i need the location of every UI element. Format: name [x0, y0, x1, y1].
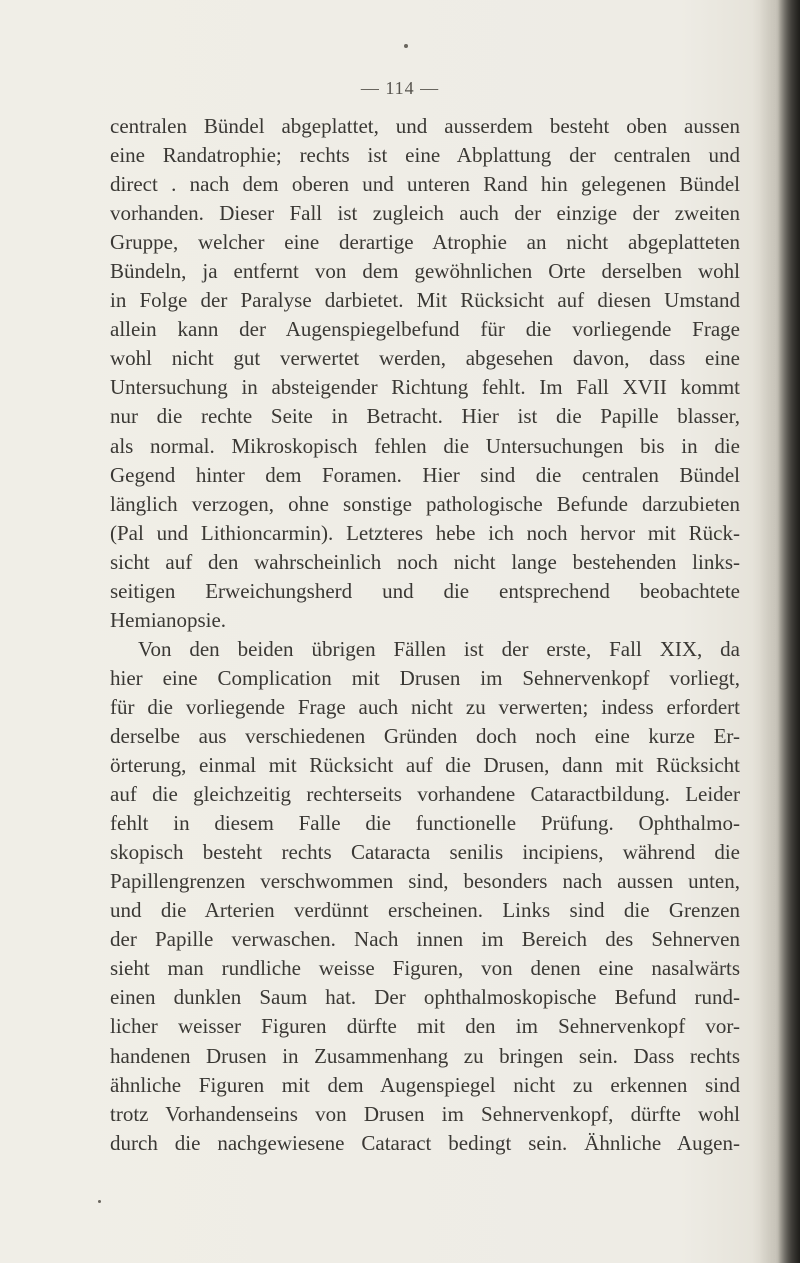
text-line: Hemianopsie.	[110, 607, 227, 632]
text-line: wohl nicht gut verwertet werden, abgesehen davon, dass eine	[110, 346, 740, 371]
text-line: für die vorliegende Frage auch nicht zu verwerten; indess erfordert	[110, 694, 740, 719]
paper-speck	[404, 44, 408, 48]
text-line: länglich verzogen, ohne sonstige pathologische Befunde darzubieten	[110, 491, 740, 516]
text-line: nur die rechte Seite in Betracht. Hier ist die Papille blasser,	[110, 404, 740, 429]
page-binding-shadow	[760, 0, 800, 1263]
text-line: Papillengrenzen verschwommen sind, besonders nach aussen unten,	[110, 869, 740, 894]
text-line: örterung, einmal mit Rücksicht auf die Drusen, dann mit Rücksicht	[110, 753, 740, 778]
text-line: centralen Bündel abgeplattet, und ausserdem besteht oben aussen	[110, 114, 740, 138]
text-line: Von den beiden übrigen Fällen ist der erste, Fall XIX, da	[138, 636, 740, 661]
text-line: eine Randatrophie; rechts ist eine Abplattung der centralen und	[110, 143, 740, 168]
page-number: — 114 —	[360, 78, 440, 98]
text-line: (Pal und Lithioncarmin). Letzteres hebe ich noch hervor mit Rück-	[110, 520, 740, 545]
text-line: allein kann der Augenspiegelbefund für die vorliegende Frage	[110, 317, 740, 342]
text-line: vorhanden. Dieser Fall ist zugleich auch der einzige der zweiten	[110, 201, 740, 226]
text-line: durch die nachgewiesene Cataract bedingt sein. Ähnliche Augen-	[110, 1130, 740, 1155]
text-line: Bündeln, ja entfernt von dem gewöhnlichen Orte derselben wohl	[110, 259, 740, 284]
text-line: Gruppe, welcher eine derartige Atrophie an nicht abgeplatteten	[110, 230, 740, 255]
text-line: hier eine Complication mit Drusen im Sehnervenkopf vorliegt,	[110, 665, 740, 690]
text-line: Gegend hinter dem Foramen. Hier sind die centralen Bündel	[110, 462, 740, 487]
text-line: derselbe aus verschiedenen Gründen doch noch eine kurze Er-	[110, 723, 740, 748]
text-line: seitigen Erweichungsherd und die entsprechend beobachtete	[110, 578, 740, 603]
text-line: trotz Vorhandenseins von Drusen im Sehnervenkopf, dürfte wohl	[110, 1101, 740, 1126]
text-line: der Papille verwaschen. Nach innen im Bereich des Sehnerven	[110, 927, 740, 952]
text-line: Untersuchung in absteigender Richtung fehlt. Im Fall XVII kommt	[110, 375, 740, 400]
text-line: licher weisser Figuren dürfte mit den im Sehnervenkopf vor-	[110, 1014, 740, 1039]
text-line: und die Arterien verdünnt erscheinen. Links sind die Grenzen	[110, 898, 740, 923]
text-line: direct . nach dem oberen und unteren Rand hin gelegenen Bündel	[110, 172, 740, 197]
text-line: sieht man rundliche weisse Figuren, von denen eine nasalwärts	[110, 956, 740, 981]
paper-speck	[98, 1200, 101, 1203]
body-text	[110, 112, 740, 1158]
text-line: ähnliche Figuren mit dem Augenspiegel nicht zu erkennen sind	[110, 1072, 740, 1097]
text-line: einen dunklen Saum hat. Der ophthalmoskopische Befund rund-	[110, 985, 740, 1010]
text-line: als normal. Mikroskopisch fehlen die Untersuchungen bis in die	[110, 433, 740, 458]
text-line: skopisch besteht rechts Cataracta senilis incipiens, während die	[110, 840, 740, 865]
text-line: sicht auf den wahrscheinlich noch nicht lange bestehenden links-	[110, 549, 740, 574]
text-line: auf die gleichzeitig rechterseits vorhandene Cataractbildung. Leider	[110, 782, 740, 807]
text-line: in Folge der Paralyse darbietet. Mit Rücksicht auf diesen Umstand	[110, 288, 740, 313]
text-line: fehlt in diesem Falle die functionelle Prüfung. Ophthalmo-	[110, 811, 740, 836]
text-line: handenen Drusen in Zusammenhang zu bringen sein. Dass rechts	[110, 1043, 740, 1068]
